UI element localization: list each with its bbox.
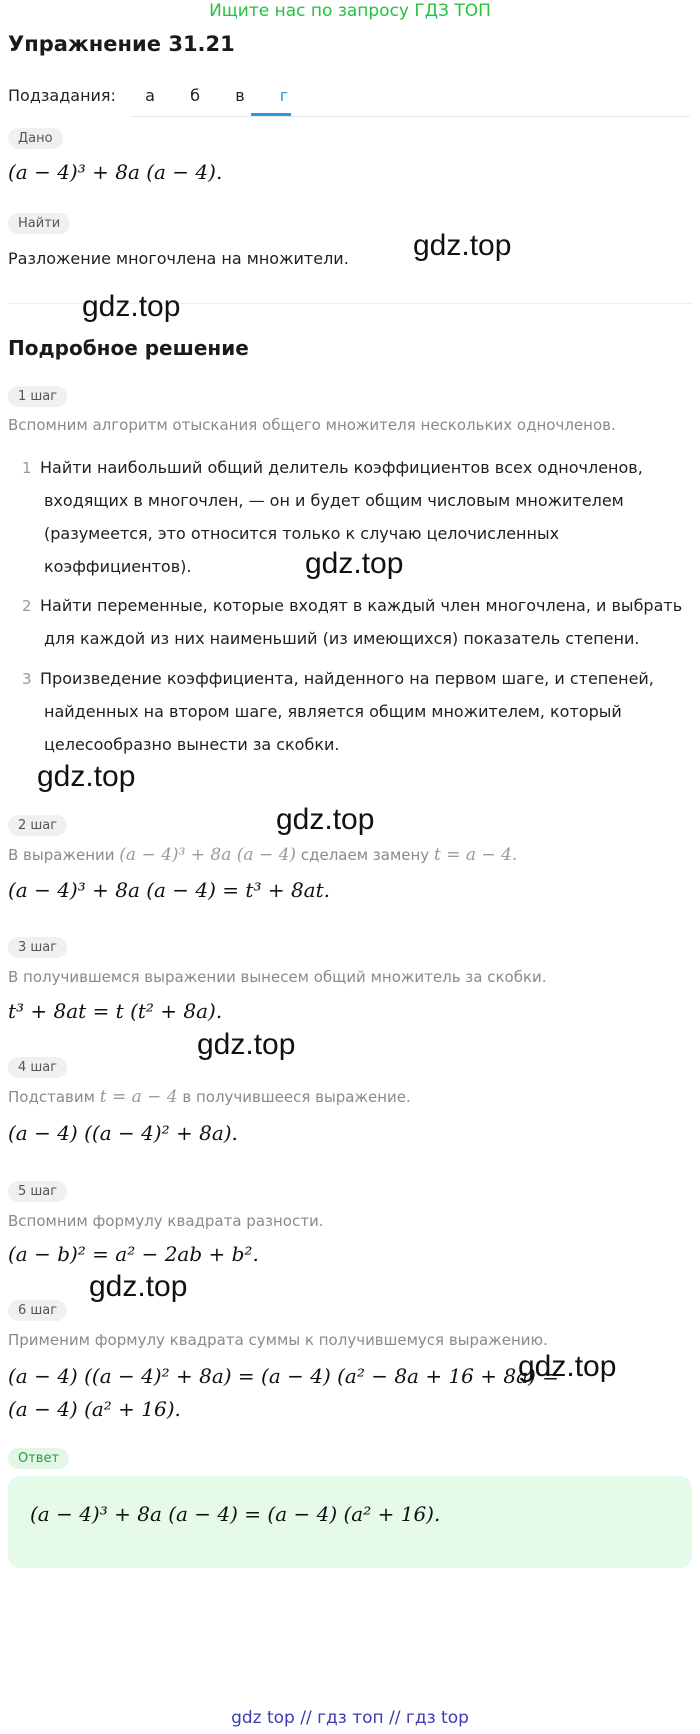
list-item-line: целесообразно вынести за скобки. — [44, 735, 340, 754]
tab-v[interactable]: в — [235, 86, 245, 105]
list-item-2 — [40, 589, 682, 655]
step-6-text: Применим формулу квадрата суммы к получившемуся выражению. — [8, 1331, 548, 1349]
step-2-text — [8, 845, 517, 865]
find-chip: Найти — [8, 213, 70, 234]
list-item-line: Найти переменные, которые входят в каждый член многочлена, и выбрать — [40, 596, 683, 615]
step-3-text: В получившемся выражении вынесем общий множитель за скобки. — [8, 968, 547, 986]
watermark: gdz.top — [305, 547, 404, 580]
step-3-chip: 3 шаг — [8, 937, 67, 958]
step-2-chip: 2 шаг — [8, 815, 67, 836]
footer-links[interactable]: gdz top // гдз топ // гдз top — [231, 1708, 469, 1728]
step-1-chip: 1 шаг — [8, 386, 67, 407]
step-2-expression: (a − 4)³ + 8a (a − 4) = t³ + 8at. — [8, 878, 330, 902]
given-chip: Дано — [8, 128, 63, 149]
step-2-text-mid: сделаем замену — [300, 846, 430, 864]
find-text: Разложение многочлена на множители. — [8, 249, 349, 268]
step-4-text — [8, 1087, 411, 1107]
list-item-line: коэффициентов). — [44, 557, 192, 576]
list-item-3 — [40, 662, 654, 761]
list-item-line: найденных на втором шаге, является общим множителем, который — [44, 702, 622, 721]
watermark: gdz.top — [518, 1350, 617, 1383]
active-tab-underline — [251, 113, 291, 116]
step-4-text-pre: Подставим — [8, 1088, 95, 1106]
step-4-text-post: в получившееся выражение. — [182, 1088, 411, 1106]
list-item-number: 1 — [22, 459, 32, 477]
step-2-inline-expr: (a − 4)³ + 8a (a − 4) — [119, 845, 297, 865]
step-1-text: Вспомним алгоритм отыскания общего множителя нескольких одночленов. — [8, 416, 616, 434]
subtask-tabs — [130, 74, 690, 117]
step-4-inline-expr: t = a − 4 — [99, 1087, 178, 1107]
list-item-number: 3 — [22, 670, 32, 688]
tab-g[interactable]: г — [279, 86, 289, 105]
step-3-expression: t³ + 8at = t (t² + 8a). — [8, 999, 223, 1023]
step-4-chip: 4 шаг — [8, 1057, 67, 1078]
watermark: gdz.top — [197, 1028, 296, 1061]
step-5-expression: (a − b)² = a² − 2ab + b². — [8, 1242, 259, 1266]
tab-b[interactable]: б — [190, 86, 200, 105]
tab-a[interactable]: а — [145, 86, 155, 105]
step-2-inline-expr-2: t = a − 4. — [433, 845, 518, 865]
list-item-line: входящих в многочлен, — он и будет общим числовым множителем — [44, 491, 624, 510]
watermark: gdz.top — [82, 290, 181, 323]
watermark: gdz.top — [413, 229, 512, 262]
step-4-expression: (a − 4) ((a − 4)² + 8a). — [8, 1121, 238, 1145]
page-title: Упражнение 31.21 — [8, 32, 235, 56]
list-item-line: для каждой из них наименьший (из имеющихся) показатель степени. — [44, 629, 640, 648]
list-item-line: (разумеется, это относится только к случаю целочисленных — [44, 524, 560, 543]
answer-chip: Ответ — [8, 1448, 69, 1469]
step-6-expression-line-2: (a − 4) (a² + 16). — [8, 1397, 181, 1421]
step-5-chip: 5 шаг — [8, 1181, 67, 1202]
step-6-chip: 6 шаг — [8, 1300, 67, 1321]
search-banner: Ищите нас по запросу ГДЗ ТОП — [209, 1, 491, 21]
watermark: gdz.top — [276, 803, 375, 836]
solution-title: Подробное решение — [8, 336, 249, 360]
answer-expression: (a − 4)³ + 8a (a − 4) = (a − 4) (a² + 16). — [30, 1502, 441, 1526]
subtasks-label: Подзадания: — [8, 86, 116, 105]
list-item-line: Найти наибольший общий делитель коэффициентов всех одночленов, — [40, 458, 643, 477]
step-5-text: Вспомним формулу квадрата разности. — [8, 1212, 324, 1230]
step-2-text-pre: В выражении — [8, 846, 115, 864]
watermark: gdz.top — [37, 760, 136, 793]
list-item-number: 2 — [22, 597, 32, 615]
step-6-expression-line-1: (a − 4) ((a − 4)² + 8a) = (a − 4) (a² − 8a + 16 + 8a) = — [8, 1364, 559, 1388]
watermark: gdz.top — [89, 1270, 188, 1303]
list-item-line: Произведение коэффициента, найденного на первом шаге, и степеней, — [40, 669, 654, 688]
given-expression: (a − 4)³ + 8a (a − 4). — [8, 160, 223, 184]
